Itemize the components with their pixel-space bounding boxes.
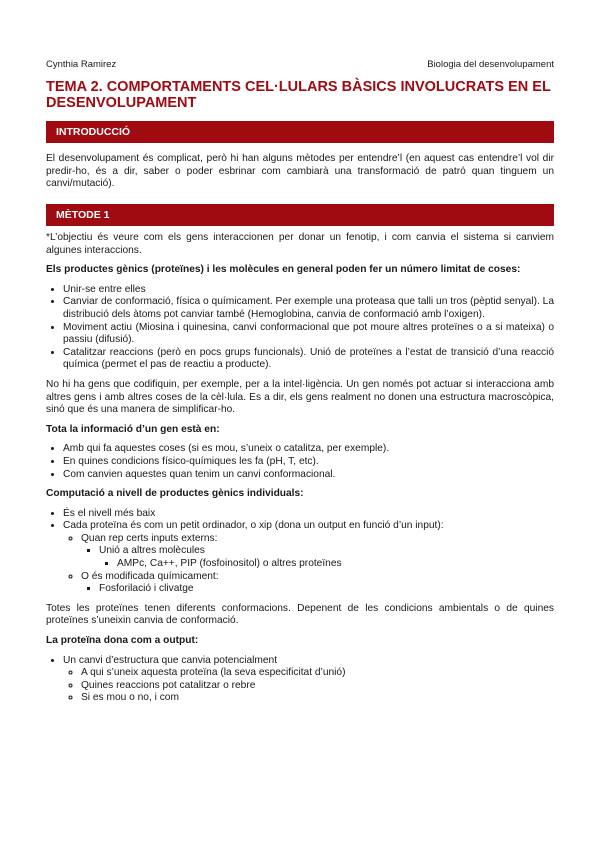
section-bar-metode-1: MÈTODE 1 <box>46 204 554 226</box>
computation-heading: Computació a nivell de productes gènics individuals: <box>46 488 304 500</box>
intro-paragraph: El desenvolupament és complicat, però hi han alguns mètodes per entendre’l (en aquest cas entendre’l vol dir predir-ho, és a dir, saber o poder esbrinar com cambiarà una transformació de patró quan tinguem un canvi/mutació). <box>46 153 554 190</box>
method-section <box>46 232 554 712</box>
list-item: • Catalitzar reaccions (però en pocs grups funcionals). Unió de proteïnes a l’estat de transició d’una reacció química (permet el pas de reactiu a producte). <box>63 347 554 372</box>
list-item: • És el nivell més baix <box>63 508 554 521</box>
list-item: ◦ Quines reaccions pot catalitzar o rebre <box>81 680 554 693</box>
computation-list <box>46 508 554 596</box>
list-item-text: Unió a altres molècules <box>99 545 205 557</box>
computation-subsubsublist <box>99 558 554 571</box>
products-heading: Els productes gènics (proteïnes) i les molècules en general poden fer un número limitat de coses: <box>46 264 521 276</box>
intelligence-paragraph: No hi ha gens que codifiquin, per exemple, per a la intel·ligència. Un gen només pot actuar si interacciona amb altres gens i amb altres coses de la cèl·lula. Es a dir, els gens realment no donen una estructura macroscòpica, sinó que és una manera de simplificar-ho. <box>46 378 554 416</box>
list-item <box>81 533 554 571</box>
computation-sublist <box>63 533 554 596</box>
info-list <box>46 443 554 481</box>
list-item: • Com canvien aquestes quan tenim un canvi conformacional. <box>63 469 554 482</box>
list-item: • Amb qui fa aquestes coses (si es mou, s’uneix o catalitza, per exemple). <box>63 443 554 456</box>
computation-subsublist <box>81 545 554 570</box>
list-item <box>81 571 554 596</box>
header-subject: Biologia del desenvolupament <box>427 59 554 70</box>
output-heading: La proteïna dona com a output: <box>46 635 199 647</box>
info-heading: Tota la informació d’un gen està en: <box>46 423 220 435</box>
header-author: Cynthia Ramirez <box>46 59 117 70</box>
list-item-text: Quan rep certs inputs externs: <box>81 532 218 544</box>
list-item: • Moviment actiu (Miosina i quinesina, canvi conformacional que pot moure altres proteïnes o a si mateixa) o passiu (difusió). <box>63 322 554 347</box>
section-bar-introduccio: INTRODUCCIÓ <box>46 121 554 143</box>
document-title: TEMA 2. COMPORTAMENTS CEL·LULARS BÀSICS INVOLUCRATS EN EL DESENVOLUPAMENT <box>46 79 551 111</box>
products-list <box>46 284 554 372</box>
list-item: ▪ Fosforilació i clivatge <box>99 583 554 596</box>
list-item-text: O és modificada químicament: <box>81 570 219 582</box>
list-item-text: Cada proteïna és com un petit ordinador, o xip (dona un output en funció d’un input): <box>63 520 444 532</box>
conformations-paragraph: Totes les proteïnes tenen diferents conformacions. Depenent de les condicions ambientals o de quines proteïnes s’uneixin canvia de conformació. <box>46 602 554 627</box>
intro-section <box>46 153 554 198</box>
list-item: • Unir-se entre elles <box>63 284 554 297</box>
output-list <box>46 655 554 705</box>
output-sublist <box>63 667 554 705</box>
list-item: • En quines condicions físico-químiques les fa (pH, T, etc). <box>63 456 554 469</box>
list-item: • Canviar de conformació, física o químicament. Per exemple una proteasa que talli un tros (pèptid senyal). La distribució dels àtoms pot canviar també (Hemoglobina, canvia de conformació amb l’oxigen). <box>63 296 554 321</box>
list-item: ◦ Si es mou o no, i com <box>81 692 554 705</box>
list-item <box>63 520 554 596</box>
list-item-text: Un canvi d’estructura que canvia potencialment <box>63 654 278 666</box>
list-item: ▪ AMPc, Ca++, PIP (fosfoinositol) o altres proteïnes <box>117 558 554 571</box>
computation-subsublist <box>81 583 554 596</box>
list-item <box>99 545 554 570</box>
objective-paragraph: *L’objectiu és veure com els gens interaccionen per donar un fenotip, i com canvia el sistema si canviem algunes interaccions. <box>46 232 554 256</box>
list-item: ◦ A qui s’uneix aquesta proteïna (la seva especificitat d’unió) <box>81 667 554 680</box>
list-item <box>63 655 554 705</box>
